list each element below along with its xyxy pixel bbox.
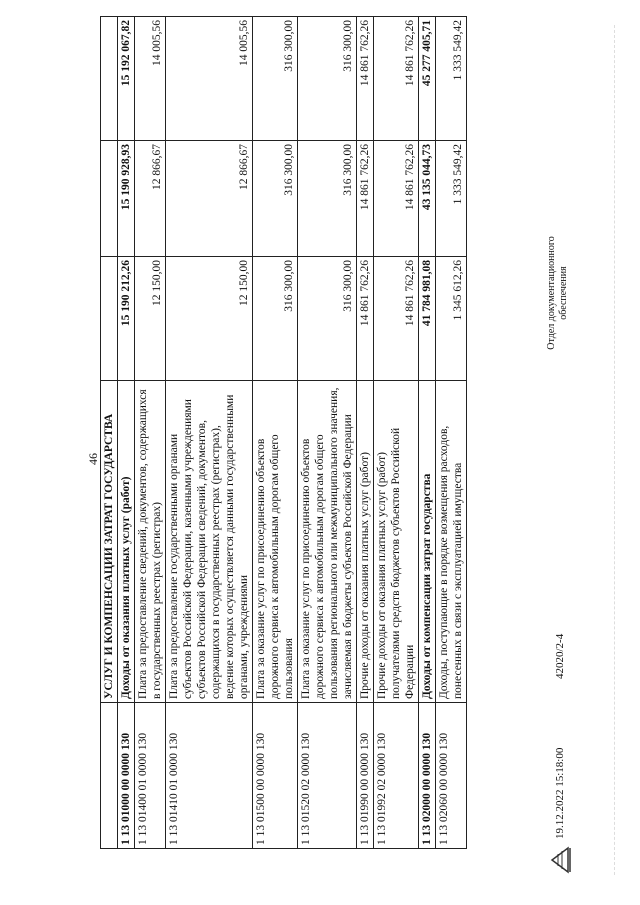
cell-name: УСЛУГ И КОМПЕНСАЦИИ ЗАТРАТ ГОСУДАРСТВА (101, 381, 118, 703)
table-row (419, 17, 436, 849)
cell-v1: 1 345 612,26 (436, 257, 467, 381)
cell-name: Прочие доходы от оказания платных услуг (работ) (357, 381, 374, 703)
revenue-table-body (101, 17, 467, 849)
cell-v1: 41 784 981,08 (419, 257, 436, 381)
cell-name: Плата за предоставление государственными органами субъектов Российской Федерации, казенными учреждениями субъектов Российской Федерации сведений, документов, содержащихся в государственных реестрах (регистрах), ведение которых осуществляется данными государственными органами, учреждениями (166, 381, 253, 703)
cell-v2: 316 300,00 (298, 141, 357, 257)
cell-code (101, 703, 118, 849)
cell-code: 1 13 02060 00 0000 130 (436, 703, 467, 849)
cell-v1: 14 861 762,26 (374, 257, 419, 381)
scan-line (614, 25, 616, 875)
cell-v2: 12 866,67 (135, 141, 166, 257)
cell-code: 1 13 01520 02 0000 130 (298, 703, 357, 849)
cell-v3: 45 277 405,71 (419, 17, 436, 141)
cell-code: 1 13 01990 00 0000 130 (357, 703, 374, 849)
table-row (253, 17, 298, 849)
cell-v3: 14 861 762,26 (357, 17, 374, 141)
footer-department-line2: обеспечения (558, 266, 569, 320)
table-row (135, 17, 166, 849)
cell-v3: 316 300,00 (253, 17, 298, 141)
cell-name: Доходы от компенсации затрат государства (419, 381, 436, 703)
cell-v2: 14 861 762,26 (357, 141, 374, 257)
cell-v1: 12 150,00 (166, 257, 253, 381)
cell-v3: 14 005,56 (166, 17, 253, 141)
cell-name: Доходы от оказания платных услуг (работ) (118, 381, 135, 703)
cell-name: Доходы, поступающие в порядке возмещения расходов, понесенных в связи с эксплуатацией имущества (436, 381, 467, 703)
cell-code: 1 13 01400 01 0000 130 (135, 703, 166, 849)
cell-v2: 316 300,00 (253, 141, 298, 257)
table-row (436, 17, 467, 849)
revenue-table (100, 16, 467, 849)
cell-v2: 43 135 044,73 (419, 141, 436, 257)
cell-v3: 14 005,56 (135, 17, 166, 141)
cell-v3: 316 300,00 (298, 17, 357, 141)
cell-v1: 12 150,00 (135, 257, 166, 381)
cell-v2: 12 866,67 (166, 141, 253, 257)
cell-code: 1 13 02000 00 0000 130 (419, 703, 436, 849)
cell-name: Прочие доходы от оказания платных услуг (работ) получателями средств бюджетов субъектов Российской Федерации (374, 381, 419, 703)
cell-code: 1 13 01410 01 0000 130 (166, 703, 253, 849)
cell-v3: 15 192 067,82 (118, 17, 135, 141)
cell-v1: 15 190 212,26 (118, 257, 135, 381)
table-row (118, 17, 135, 849)
table-row (357, 17, 374, 849)
page-number: 46 (86, 453, 100, 465)
cell-name: Плата за предоставление сведений, документов, содержащихся в государственных реестрах (регистрах) (135, 381, 166, 703)
cell-v2 (101, 141, 118, 257)
cell-v3: 14 861 762,26 (374, 17, 419, 141)
footer-doc-number: 42020/2-4 (554, 633, 566, 679)
table-row (374, 17, 419, 849)
cell-v2: 15 190 928,93 (118, 141, 135, 257)
cell-v1 (101, 257, 118, 381)
cell-v2: 1 333 549,42 (436, 141, 467, 257)
cell-v1: 316 300,00 (253, 257, 298, 381)
cell-code: 1 13 01000 00 0000 130 (118, 703, 135, 849)
cell-code: 1 13 01992 02 0000 130 (374, 703, 419, 849)
table-row (166, 17, 253, 849)
cell-v1: 14 861 762,26 (357, 257, 374, 381)
table-row (101, 17, 118, 849)
cell-v1: 316 300,00 (298, 257, 357, 381)
cell-v3 (101, 17, 118, 141)
table-row (298, 17, 357, 849)
footer-date: 19.12.2022 15:18:00 (554, 747, 566, 839)
cell-name: Плата за оказание услуг по присоединению объектов дорожного сервиса к автомобильным дорогам общего пользования (253, 381, 298, 703)
footer-department-line1: Отдел документационного (546, 236, 557, 350)
cell-code: 1 13 01500 00 0000 130 (253, 703, 298, 849)
cell-v2: 14 861 762,26 (374, 141, 419, 257)
cell-v3: 1 333 549,42 (436, 17, 467, 141)
cell-name: Плата за оказание услуг по присоединению объектов дорожного сервиса к автомобильным дорогам общего пользования регионального или межмуниципального значения, зачисляемая в бюджеты субъектов Российской Федерации (298, 381, 357, 703)
